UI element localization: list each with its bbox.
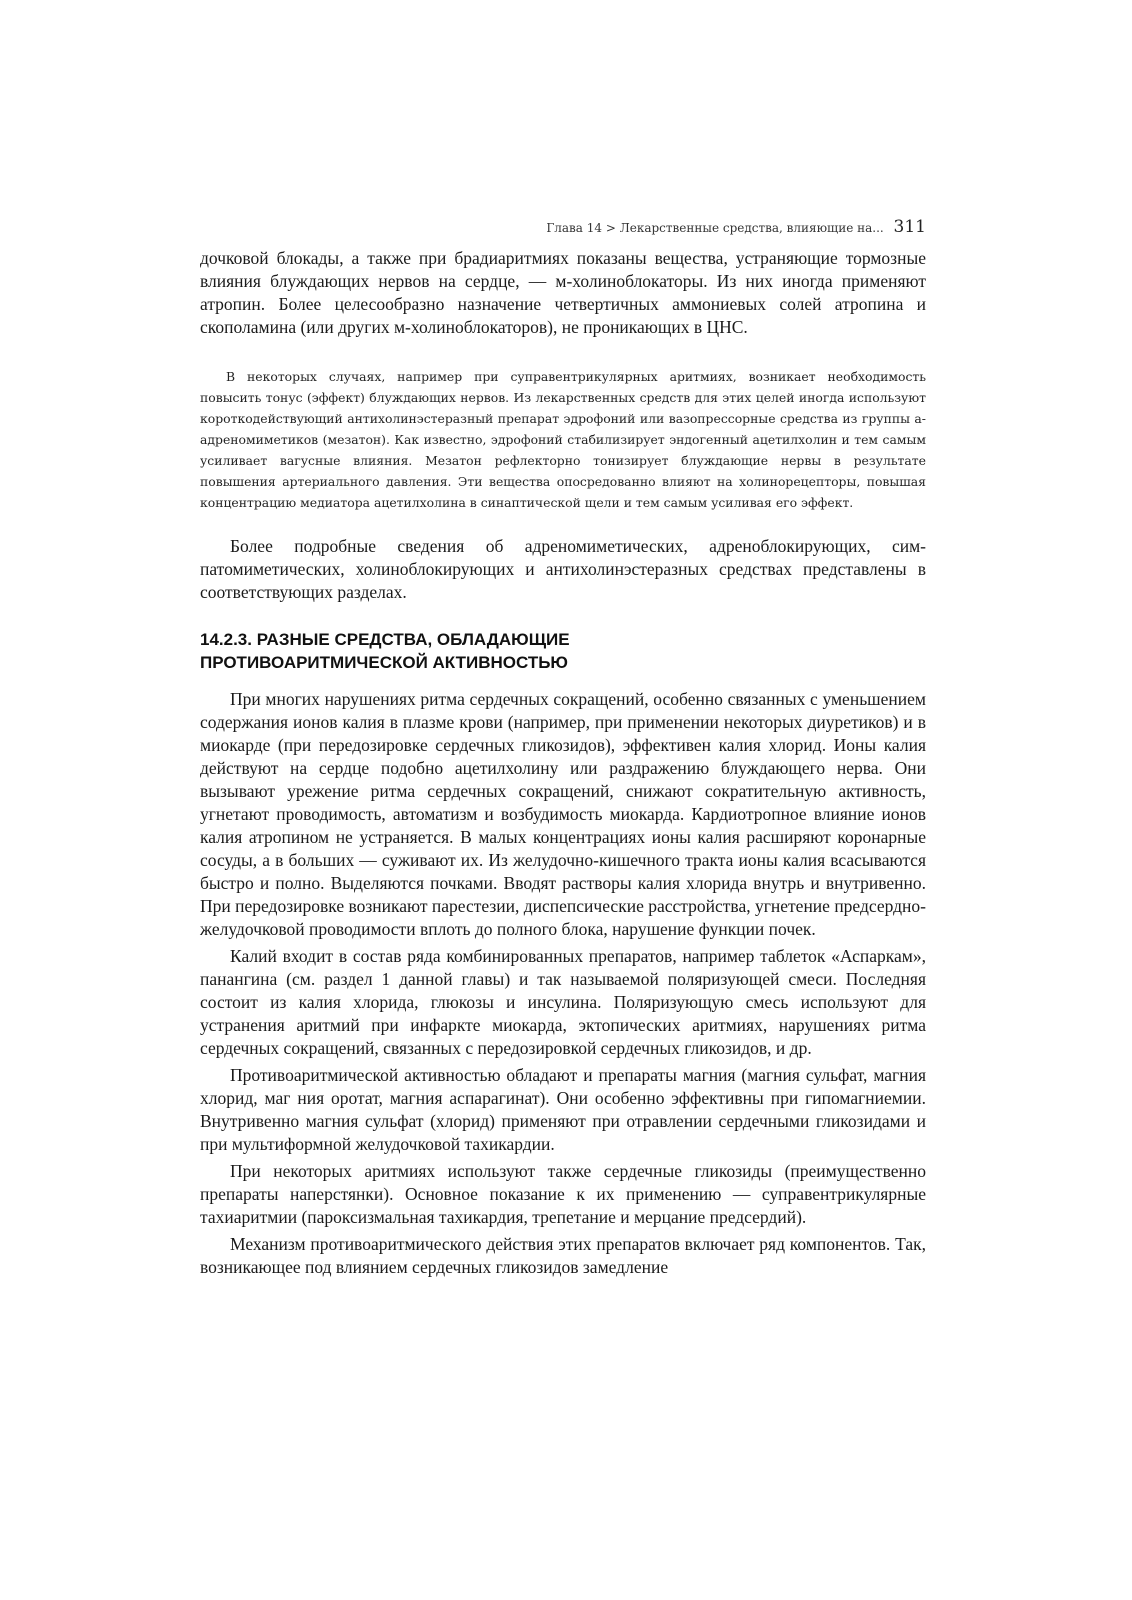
paragraph-potassium: При многих нарушениях ритма сердечных сокращений, особенно связанных с уменьшением содержания ионов калия в плазме крови (например, при применении некоторых диуретиков) и в миокарде (при передозировке сердечных гликозидов), эффективен калия хлорид. Ионы калия действуют на сердце подобно ацетилхолину или раздражению блуждающего нерва. Они вызывают урежение ритма сердечных сокращений, снижают сократительную активность, угнетают проводимость, автоматизм и возбудимость миокарда. Кардиотропное влияние ионов калия атропином не устраняется. В малых концентрациях ионы калия расширяют коронарные сосуды, а в больших — суживают их. Из желудочно-кишечного тракта ионы калия всасываются быстро и полно. Выделяются почками. Вводят растворы калия хлорида внутрь и внутривенно. При передозировке возникают парестезии, диспепсические расстройства, угнетение предсердно-желудочковой проводимости вплоть до полного блока, нарушение функции почек. <box>200 689 926 939</box>
paragraph-asparkam: Калий входит в состав ряда комбинированных препаратов, например таблеток «Аспаркам», панангина (см. раздел 1 данной главы) и так называемой поляризующей смеси. Последняя состоит из калия хлорида, глюкозы и инсулина. Поляризующую смесь используют для устранения аритмий при инфаркте миокарда, эктопических аритмиях, нарушениях ритма сердечных сокращений, связанных с передозировкой сердечных гликозидов, и др. <box>200 946 926 1058</box>
body-column-main <box>200 688 926 1283</box>
paragraph-continuation: дочковой блокады, а также при брадиаритмиях показаны вещества, устраняющие тормозные влияния блуждающих нервов на сердце, — м-холиноблокаторы. Из них иногда применяют атропин. Более целесообразно назначение четвертичных аммониевых солей атропина и скополамина (или других м-холиноблокаторов), не проникающих в ЦНС. <box>200 248 926 337</box>
paragraph-magnesium: Противоаритмической активностью обладают и препараты магния (магния сульфат, магния хлорид, маг ния оротат, магния аспарагинат). Они особенно эффективны при гипомагниемии. Внутривенно магния сульфат (хлорид) применяют при отравлении сердечными гликозидами и при мультиформной желудочковой тахикардии. <box>200 1065 926 1154</box>
section-heading <box>200 628 926 674</box>
body-column-reference <box>200 535 926 608</box>
body-column-top <box>200 247 926 343</box>
small-print-note <box>200 366 926 513</box>
section-heading-line2: ПРОТИВОАРИТМИЧЕСКОЙ АКТИВНОСТЬЮ <box>200 653 568 672</box>
section-heading-line1: 14.2.3. РАЗНЫЕ СРЕДСТВА, ОБЛАДАЮЩИЕ <box>200 630 570 649</box>
running-title: Глава 14 > Лекарственные средства, влияющие на... <box>546 221 884 235</box>
paragraph-references: Более подробные сведения об адреномиметических, адреноблокирующих, симпатомиметических, холиноблокирующих и антихолинэстеразных средствах представлены в соответствующих разделах. <box>200 536 926 602</box>
running-header <box>200 217 926 237</box>
paragraph-glycosides: При некоторых аритмиях используют также сердечные гликозиды (преимущественно препараты наперстянки). Основное показание к их применению — суправентрикулярные тахиаритмии (пароксизмальная тахикардия, трепетание и мерцание предсердий). <box>200 1161 926 1227</box>
note-paragraph: В некоторых случаях, например при суправентрикулярных аритмиях, возникает необходимость повысить тонус (эффект) блуждающих нервов. Из лекарственных средств для этих целей иногда используют короткодействующий антихолинэстеразный препарат эдрофоний или вазопрессорные средства из группы a-адреномиметиков (мезатон). Как известно, эдрофоний стабилизирует эндогенный ацетилхолин и тем самым усиливает вагусные влияния. Мезатон рефлекторно тонизирует блуждающие нервы в результате повышения артериального давления. Эти вещества опосредованно влияют на холинорецепторы, повышая концентрацию медиатора ацетилхолина в синаптической щели и тем самым усиливая его эффект. <box>200 369 926 510</box>
paragraph-mechanism: Механизм противоаритмического действия этих препаратов включает ряд компонентов. Так, возникающее под влиянием сердечных гликозидов замедление <box>200 1234 926 1277</box>
page-number: 311 <box>893 217 926 237</box>
